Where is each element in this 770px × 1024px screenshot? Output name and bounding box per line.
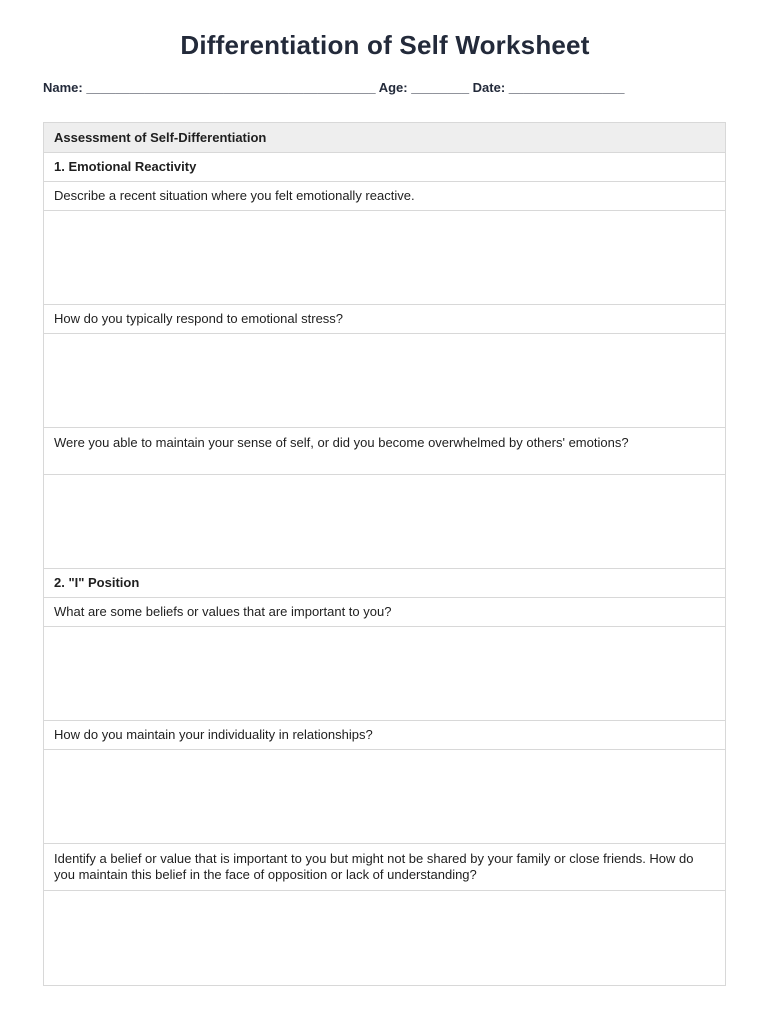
- worksheet-title: Differentiation of Self Worksheet: [180, 30, 590, 60]
- answer-box[interactable]: [44, 627, 725, 721]
- question-label: How do you typically respond to emotional stress?: [44, 305, 725, 334]
- question-label: Were you able to maintain your sense of self, or did you become overwhelmed by others' emotions?: [44, 428, 725, 475]
- answer-box[interactable]: [44, 750, 725, 844]
- answer-box[interactable]: [44, 334, 725, 428]
- table-header: Assessment of Self-Differentiation: [44, 123, 725, 153]
- question-label: Identify a belief or value that is important to you but might not be shared by your family or close friends. How do you maintain this belief in the face of opposition or lack of understanding?: [44, 844, 725, 891]
- section-heading-emotional-reactivity: 1. Emotional Reactivity: [44, 153, 725, 182]
- assessment-table: [43, 122, 726, 986]
- name-field[interactable]: Name: ________________________________________: [43, 80, 376, 95]
- answer-box[interactable]: [44, 475, 725, 569]
- age-field[interactable]: Age: ________: [378, 80, 470, 95]
- question-label: Describe a recent situation where you felt emotionally reactive.: [44, 182, 725, 211]
- section-heading-i-position: 2. "I" Position: [44, 569, 725, 598]
- question-label: How do you maintain your individuality in relationships?: [44, 721, 725, 750]
- question-label: What are some beliefs or values that are important to you?: [44, 598, 725, 627]
- date-field[interactable]: Date: ________________: [472, 80, 625, 95]
- info-line: [43, 80, 733, 95]
- answer-box[interactable]: [44, 891, 725, 985]
- answer-box[interactable]: [44, 211, 725, 305]
